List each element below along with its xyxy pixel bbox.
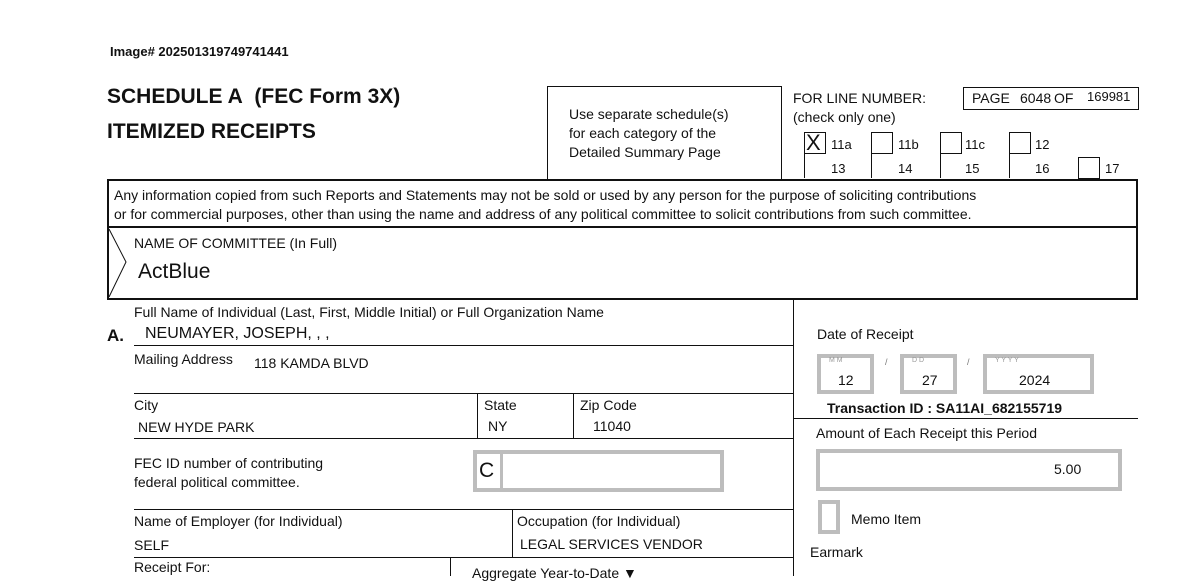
line-11a-checkbox[interactable]	[804, 132, 826, 154]
instruction-line-1: Use separate schedule(s)	[569, 106, 729, 122]
line-11b-label: 11b	[898, 137, 919, 152]
check-only-one: (check only one)	[793, 109, 896, 125]
zip-divider	[573, 393, 574, 438]
instruction-line-2: for each category of the	[569, 125, 717, 141]
page-number: 6048	[1020, 90, 1052, 106]
state-label: State	[484, 397, 517, 413]
employer-label: Name of Employer (for Individual)	[134, 513, 343, 529]
line-17-checkbox[interactable]	[1078, 157, 1100, 179]
city-label: City	[134, 397, 159, 413]
notice-divider	[107, 226, 1138, 228]
aggregate-label: Aggregate Year-to-Date ▼	[472, 565, 637, 581]
column-divider	[793, 300, 794, 576]
date-slash-1: /	[885, 357, 888, 367]
fec-id-field[interactable]	[473, 450, 724, 492]
mailing-label: Mailing Address	[134, 351, 233, 367]
amount-value: 5.00	[1054, 461, 1082, 477]
date-slash-2: /	[967, 357, 970, 367]
occupation-label: Occupation (for Individual)	[517, 513, 681, 529]
employer-value: SELF	[134, 537, 170, 553]
earmark-label: Earmark	[810, 544, 863, 560]
date-year-value: 2024	[1019, 372, 1051, 388]
date-day-value: 27	[922, 372, 938, 388]
amount-label: Amount of Each Receipt this Period	[816, 425, 1038, 441]
date-month-value: 12	[838, 372, 854, 388]
zip-label: Zip Code	[580, 397, 637, 413]
image-number: Image# 202501319749741441	[110, 44, 289, 59]
receipt-for-label: Receipt For:	[134, 559, 211, 575]
fec-id-prefix: C	[479, 459, 495, 482]
full-name-label: Full Name of Individual (Last, First, Middle Initial) or Full Organization Name	[134, 304, 604, 320]
fec-id-label-2: federal political committee.	[134, 474, 300, 490]
mailing-address-value: 118 KAMDA BLVD	[254, 355, 369, 371]
line-number-label: FOR LINE NUMBER:	[793, 90, 927, 106]
transaction-id: Transaction ID : SA11AI_682155719	[827, 400, 1063, 416]
memo-item-checkbox[interactable]	[818, 500, 840, 534]
instruction-line-3: Detailed Summary Page	[569, 144, 721, 160]
committee-name: ActBlue	[138, 260, 211, 283]
notice-line-2: or for commercial purposes, other than using the name and address of any political committee to solicit contributions from such committee.	[114, 206, 972, 222]
chevron-right-icon	[108, 228, 130, 298]
line-11b-checkbox[interactable]	[871, 132, 893, 154]
notice-line-1: Any information copied from such Reports and Statements may not be sold or used by any person for the purpose of soliciting contributions	[114, 187, 977, 203]
line-14-checkbox[interactable]	[871, 154, 872, 178]
line-12-label: 12	[1035, 137, 1050, 152]
x-mark-icon: X	[806, 130, 821, 155]
line-16-label: 16	[1035, 161, 1050, 176]
memo-item-label: Memo Item	[851, 511, 922, 527]
state-divider	[477, 393, 478, 438]
city-underline	[134, 438, 793, 439]
line-16-checkbox[interactable]	[1009, 154, 1010, 178]
zip-value: 11040	[593, 418, 631, 434]
aggregate-divider	[450, 557, 451, 576]
line-17-label: 17	[1105, 161, 1120, 176]
committee-label: NAME OF COMMITTEE (In Full)	[134, 235, 337, 251]
fec-id-prefix-divider	[500, 454, 503, 488]
line-15-label: 15	[965, 161, 980, 176]
schedule-title-main: SCHEDULE A	[107, 85, 243, 108]
city-value: NEW HYDE PARK	[138, 419, 255, 435]
year-hint: Y Y Y Y	[995, 357, 1019, 364]
month-hint: M M	[829, 357, 843, 364]
line-11c-label: 11c	[965, 137, 985, 152]
schedule-title	[107, 85, 400, 109]
line-13-checkbox[interactable]	[804, 154, 805, 178]
transaction-underline	[793, 418, 1138, 419]
employer-underline	[134, 557, 793, 558]
date-label: Date of Receipt	[817, 326, 914, 342]
itemized-receipts-title: ITEMIZED RECEIPTS	[107, 120, 316, 143]
line-14-label: 14	[898, 161, 913, 176]
fec-underline	[134, 509, 793, 510]
state-value: NY	[488, 418, 508, 434]
line-13-label: 13	[831, 161, 846, 176]
line-11c-checkbox[interactable]	[940, 132, 962, 154]
page-label: PAGE	[972, 90, 1010, 106]
page-of: OF	[1054, 90, 1074, 106]
fec-id-label-1: FEC ID number of contributing	[134, 455, 324, 471]
occupation-value: LEGAL SERVICES VENDOR	[520, 536, 703, 552]
full-name-underline	[134, 345, 793, 346]
page-total: 169981	[1087, 89, 1131, 104]
full-name-value: NEUMAYER, JOSEPH, , ,	[145, 325, 330, 342]
occupation-divider	[512, 509, 513, 557]
line-15-checkbox[interactable]	[940, 154, 941, 178]
schedule-title-form: (FEC Form 3X)	[254, 85, 401, 108]
line-12-checkbox[interactable]	[1009, 132, 1031, 154]
day-hint: D D	[912, 357, 925, 364]
entry-letter: A.	[107, 326, 124, 345]
mailing-underline	[134, 393, 793, 394]
line-11a-label: 11a	[831, 137, 852, 152]
